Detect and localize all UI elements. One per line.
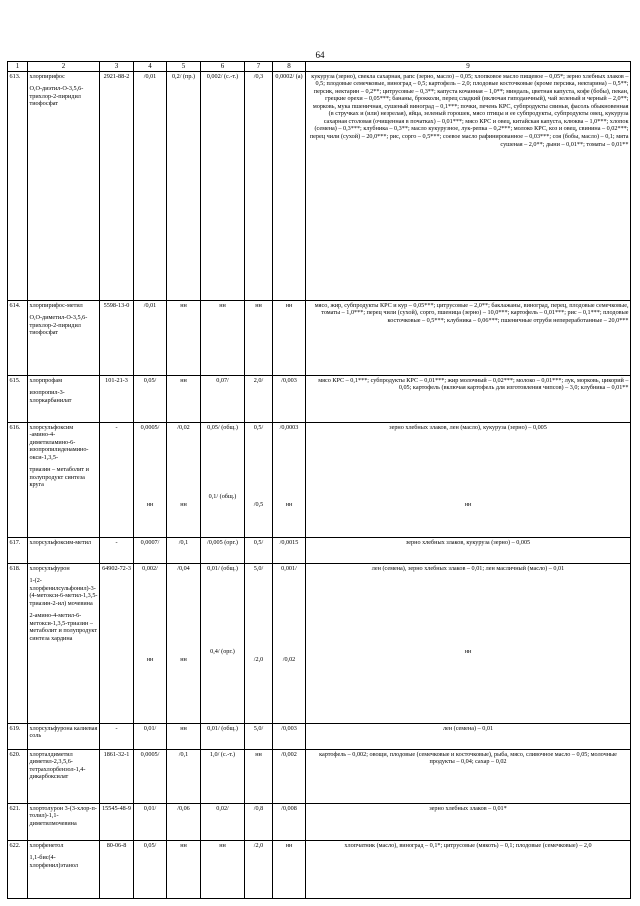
cas-number: 64902-72-3 <box>100 563 134 723</box>
food-limits: хлопчатник (масло), виноград – 0,1*; цитрусовые (мякоть) – 0,1; плодовые (семечковые) – 2,0 <box>306 840 631 898</box>
substance-name: хлортолурон 3-(3-хлор-п-толил)-1,1-диметилмочевина <box>28 803 100 840</box>
substance-title: хлорфенетол <box>29 841 64 849</box>
value-col4: 0,01/ <box>134 723 167 749</box>
table-row <box>8 563 631 723</box>
col-header-8: 8 <box>273 62 306 72</box>
value-col8: /0,0015 <box>273 537 306 563</box>
table-row <box>8 375 631 422</box>
value-col6 <box>201 563 245 723</box>
value-col5: 0,2/ (пр.) <box>167 71 201 300</box>
value-col4 <box>134 563 167 723</box>
value-col5: /0,1 <box>167 749 201 803</box>
value-col8: 0,0002/ (а) <box>273 71 306 300</box>
col-header-2: 2 <box>28 62 100 72</box>
value-col4 <box>134 422 167 537</box>
table-row <box>8 749 631 803</box>
table-row <box>8 723 631 749</box>
substance-metabolite-name: 2-амино-4-метил-6-метокси-1,3,5-триазин – метаболит и полупродукт синтеза хардина <box>29 612 98 643</box>
row-number: 615. <box>8 375 28 422</box>
value-col6: 0,002/ (с.-т.) <box>201 71 245 300</box>
value-col7: /2,0 <box>245 840 273 898</box>
value-col7-a: 5,0/ <box>253 564 264 572</box>
substance-name <box>28 563 100 723</box>
substance-name <box>28 840 100 898</box>
substance-chemical-name: 1,1-бис(4-хлорфенил)этанол <box>29 854 78 869</box>
value-col8: нн <box>273 840 306 898</box>
value-col6: /0,005 (орг.) <box>201 537 245 563</box>
substance-title: хлорпирифос-метил <box>29 301 83 309</box>
col-header-5: 5 <box>167 62 201 72</box>
value-col6 <box>201 422 245 537</box>
value-col4: 0,05/ <box>134 840 167 898</box>
col-header-7: 7 <box>245 62 273 72</box>
value-col5-a: /0,04 <box>177 564 190 572</box>
value-col4: 0,01/ <box>134 803 167 840</box>
col-header-3: 3 <box>100 62 134 72</box>
substance-chemical-name: O,O-диметил-O-3,5,6-трихлор-2-пиридил тиофосфат <box>29 314 88 337</box>
value-col8-a: 0,001/ <box>281 564 297 572</box>
row-number: 613. <box>8 71 28 300</box>
substance-title: хлорсульфурон <box>29 564 70 572</box>
table-row <box>8 803 631 840</box>
page-number: 64 <box>315 50 325 60</box>
header-row <box>8 62 631 72</box>
value-col7-a: 0,5/ <box>253 423 264 431</box>
value-col4-b: нн <box>146 656 154 664</box>
value-col4-a: 0,0005/ <box>140 423 160 431</box>
cas-number: 80-06-8 <box>100 840 134 898</box>
regulation-table <box>7 61 631 899</box>
row-number: 618. <box>8 563 28 723</box>
food-limits: зерно хлебных злаков, кукуруза (зерно) – 0,005 <box>306 537 631 563</box>
value-col6-a: 0,01/ (общ.) <box>207 564 238 572</box>
cas-number: - <box>100 422 134 537</box>
substance-title: хлорпрофам <box>29 376 63 384</box>
row-number: 622. <box>8 840 28 898</box>
substance-name <box>28 422 100 537</box>
table-row <box>8 71 631 300</box>
substance-name: хлорсульфоксим-метил <box>28 537 100 563</box>
food-limits: зерно хлебных злаков – 0,01* <box>306 803 631 840</box>
value-col8: /0,003 <box>273 723 306 749</box>
value-col4: /0,01 <box>134 71 167 300</box>
value-col8: /0,002 <box>273 749 306 803</box>
col-header-9: 9 <box>306 62 631 72</box>
cas-number: 2921-88-2 <box>100 71 134 300</box>
value-col8-b: нн <box>285 501 293 509</box>
value-col5 <box>167 563 201 723</box>
food-limits-b: нн <box>464 648 472 656</box>
value-col6: 1,0/ (с.-т.) <box>201 749 245 803</box>
value-col5: нн <box>167 300 201 375</box>
substance-chemical-name: 1-(2-хлорфенилсульфонил)-3-(4-метокси-6-метил-1,3,5-триазин-2-ил) мочевина <box>29 577 98 607</box>
value-col8: нн <box>273 300 306 375</box>
value-col6-a: 0,05/ (общ.) <box>207 423 238 431</box>
value-col4: 0,05/ <box>134 375 167 422</box>
value-col8 <box>273 422 306 537</box>
cas-number: - <box>100 723 134 749</box>
food-limits: картофель – 0,002; овощи, плодовые (семечковые и косточковые), рыба, мясо, сливочное масло – 0,05; молочные продукты – 0,04; сахар – 0,02 <box>306 749 631 803</box>
row-number: 620. <box>8 749 28 803</box>
food-limits: мясо КРС – 0,1***; субпродукты КРС – 0,01***; жир молочный – 0,02***; молоко – 0,01***; лук, морковь, цикорий – 0,05; картофель (включая картофель для изготовления чипсов) – 3,0; клубника – 0,01** <box>306 375 631 422</box>
value-col4: 0,0007/ <box>134 537 167 563</box>
value-col5-a: /0,02 <box>177 423 190 431</box>
value-col6-b: 0,4/ (орг.) <box>210 648 235 656</box>
col-header-4: 4 <box>134 62 167 72</box>
substance-name <box>28 71 100 300</box>
value-col7 <box>245 422 273 537</box>
cas-number: - <box>100 537 134 563</box>
col-header-6: 6 <box>201 62 245 72</box>
value-col4: 0,0005/ <box>134 749 167 803</box>
col-header-1: 1 <box>8 62 28 72</box>
value-col7: 5,0/ <box>245 723 273 749</box>
value-col8: /0,003 <box>273 375 306 422</box>
row-number: 614. <box>8 300 28 375</box>
food-limits-a: лен (семена), зерно хлебных злаков – 0,01; лен масличный (масло) – 0,01 <box>371 564 565 572</box>
value-col5 <box>167 422 201 537</box>
value-col5: нн <box>167 723 201 749</box>
substance-name <box>28 300 100 375</box>
value-col8: /0,008 <box>273 803 306 840</box>
value-col6: 0,01/ (общ.) <box>201 723 245 749</box>
table-row <box>8 300 631 375</box>
substance-name <box>28 375 100 422</box>
value-col7: 2,0/ <box>245 375 273 422</box>
value-col5: нн <box>167 375 201 422</box>
value-col7: нн <box>245 749 273 803</box>
food-limits: кукуруза (зерно), свекла сахарная, рапс (зерно, масло) – 0,05; хлопковое масло пищевое – 0,05*; зерно хлебных злаков – 0,5; плодовые семечковые, виноград – 0,5; картофель – 2,0; плодовые косточковые (кроме персика, нектарина) – 0,5**; персик, нектарин – 0,2**; цитрусовые – 0,3**; капуста кочанная – 1,0**; миндаль, цветная капуста, кофе (бобы), пекан, грецкие орехи – 0,05***; бананы, брокколи, перец сладкий (включая гиподанчный), чай зеленый и черный – 2,0**; морковь, мука пшеничная, сушеный виноград – 0,1***; почки, печень КРС, субпродукты свиньи, фасоль обыкновенная (в стручках и (или) незрелая), яйца, зеленый горошек, мясо птицы и ее субпродукты, субпродукты овец, кукуруза сахарная столовая (очищенная в початках) – 0,01***; мясо КРС и овец, китайская капуста, клюква – 1,0***; хлопок (семена) – 0,3***; клубника – 0,3**; масло кукурузное, лук-репка – 0,2***; молоко КРС, коз и овец, свинина – 0,02***; перец чили (сухой) – 20,0***; рис, сорго – 0,5***; соевое масло рафинированное – 0,03***; соя (бобы, масло) – 0,1; мята сушеная – 2,0**; дыни – 0,01**; томаты – 0,01** <box>306 71 631 300</box>
row-number: 617. <box>8 537 28 563</box>
row-number: 621. <box>8 803 28 840</box>
value-col6-b: 0,1/ (общ.) <box>208 493 237 501</box>
value-col7: /0,3 <box>245 71 273 300</box>
substance-title: хлорсульфоксим -амино-4-диметиламино-6-изопропилиденамино-окси-1,3,5- <box>29 423 89 461</box>
value-col6: 0,02/ <box>201 803 245 840</box>
value-col8-b: /0,02 <box>282 656 296 664</box>
substance-chemical-name: триазин – метаболит и полупродукт синтеза круга <box>29 466 89 489</box>
food-limits: лен (семена) – 0,01 <box>306 723 631 749</box>
value-col7 <box>245 563 273 723</box>
value-col8 <box>273 563 306 723</box>
cas-number: 1861-32-1 <box>100 749 134 803</box>
food-limits <box>306 563 631 723</box>
cas-number: 15545-48-9 <box>100 803 134 840</box>
substance-chemical-name: изопропил-3-хлоркарбанилат <box>29 389 72 404</box>
cas-number: 5598-13-0 <box>100 300 134 375</box>
value-col4-a: 0,002/ <box>142 564 158 572</box>
value-col7: нн <box>245 300 273 375</box>
value-col7-b: /0,5 <box>253 501 264 509</box>
food-limits: мясо, жир, субпродукты КРС и кур – 0,05***; цитрусовые – 2,0**; баклажаны, виноград, перец, плодовые семечковые, томаты – 1,0***; перец чили (сухой), сорго, пшеница (зерно) – 10,0***; картофель – 0,01***; рис – 0,1***; плодовые косточковые – 0,5***; клубника – 0,06***; пшеничные отруби непереработанные – 20,0*** <box>306 300 631 375</box>
substance-name: хлорталдиметил диметил-2,3,5,6-тетрахлорбензол-1,4-дикарбоксилат <box>28 749 100 803</box>
food-limits-a: зерно хлебных злаков, лен (масло), кукуруза (зерно) – 0,005 <box>389 423 547 431</box>
row-number: 616. <box>8 422 28 537</box>
table-row <box>8 537 631 563</box>
value-col4-b: нн <box>146 501 154 509</box>
food-limits <box>306 422 631 537</box>
value-col7: /0,8 <box>245 803 273 840</box>
value-col5: /0,1 <box>167 537 201 563</box>
table-row <box>8 422 631 537</box>
cas-number: 101-21-3 <box>100 375 134 422</box>
value-col6: 0,07/ <box>201 375 245 422</box>
table-row <box>8 840 631 898</box>
value-col8-a: /0,0003 <box>279 423 299 431</box>
substance-name: хлорсульфурона калиевая соль <box>28 723 100 749</box>
value-col7-b: /2,0 <box>253 656 264 664</box>
value-col6: нн <box>201 300 245 375</box>
row-number: 619. <box>8 723 28 749</box>
food-limits-b: нн <box>464 501 472 509</box>
substance-title: хлорпирифос <box>29 72 65 80</box>
value-col5-b: нн <box>180 501 187 509</box>
value-col4: /0,01 <box>134 300 167 375</box>
value-col7: 0,5/ <box>245 537 273 563</box>
value-col5-b: нн <box>180 656 187 664</box>
substance-chemical-name: O,O-диэтил-O-3,5,6-трихлор-2-пиридил тиофосфат <box>29 85 84 108</box>
value-col5: /0,06 <box>167 803 201 840</box>
value-col5: нн <box>167 840 201 898</box>
value-col6: нн <box>201 840 245 898</box>
